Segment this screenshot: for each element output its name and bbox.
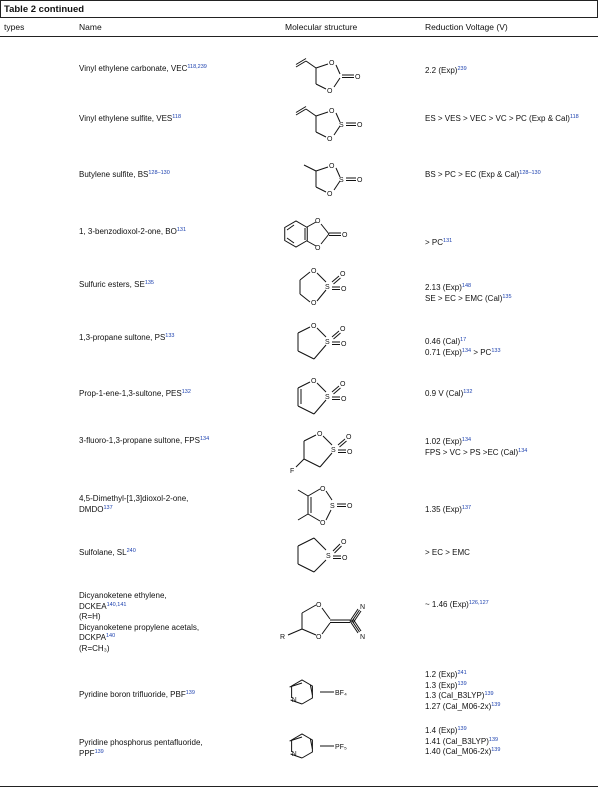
reference-link[interactable]: 139 bbox=[185, 690, 195, 696]
name-cell bbox=[79, 591, 279, 654]
name-cell bbox=[79, 389, 279, 400]
reference-link[interactable]: 134 bbox=[518, 447, 528, 454]
reference-link[interactable]: 134 bbox=[461, 347, 472, 354]
cell-text: ES > VES > VEC > VC > PC (Exp & Cal) bbox=[425, 114, 570, 123]
bs-structure-icon bbox=[280, 155, 375, 201]
cell-text: (R=CH₃) bbox=[79, 643, 110, 653]
svg-text:N: N bbox=[291, 751, 297, 758]
name-cell bbox=[79, 333, 279, 344]
cell-text: 1.2 (Exp) bbox=[425, 670, 458, 679]
reference-link[interactable]: 140,141 bbox=[106, 601, 127, 608]
reference-link[interactable]: 132 bbox=[463, 389, 473, 395]
svg-text:O: O bbox=[357, 122, 363, 129]
reference-link[interactable]: 139 bbox=[94, 748, 104, 755]
cell-text: 1.3 (Exp) bbox=[425, 680, 458, 690]
cell-text: 2.13 (Exp) bbox=[425, 283, 462, 292]
dmdo-structure-icon bbox=[290, 480, 370, 530]
cell-text: Vinyl ethylene carbonate, VEC bbox=[79, 64, 188, 73]
svg-text:O: O bbox=[340, 381, 346, 388]
svg-text:O: O bbox=[329, 108, 335, 115]
reference-link[interactable]: 139 bbox=[484, 691, 494, 697]
svg-text:N: N bbox=[360, 634, 366, 641]
table-caption: Table 2 continued bbox=[0, 0, 598, 17]
svg-text:BF₄: BF₄ bbox=[335, 690, 347, 697]
svg-text:O: O bbox=[340, 326, 346, 333]
pbf-structure-icon bbox=[280, 666, 370, 710]
reference-link[interactable]: 118 bbox=[569, 114, 579, 120]
cell-text: 4,5-Dimethyl-[1,3]dioxol-2-one, bbox=[79, 494, 189, 503]
cell-text: Pyridine boron trifluoride, PBF bbox=[79, 690, 186, 699]
cell-text: > PC bbox=[425, 238, 444, 247]
reference-link[interactable]: 126,127 bbox=[468, 600, 489, 606]
vec-structure-icon bbox=[278, 52, 368, 98]
cell-text: Sulfolane, SL bbox=[79, 548, 127, 557]
cell-text: SE > EC > EMC (Cal) bbox=[425, 293, 503, 303]
reference-link[interactable]: 139 bbox=[457, 680, 467, 687]
reference-link[interactable]: 128–130 bbox=[148, 170, 170, 176]
svg-text:O: O bbox=[329, 60, 335, 67]
svg-text:N: N bbox=[291, 697, 297, 704]
svg-text:O: O bbox=[341, 341, 347, 348]
cell-text: Butylene sulfite, BS bbox=[79, 170, 149, 179]
reference-link[interactable]: 139 bbox=[457, 726, 467, 732]
name-cell bbox=[79, 280, 279, 291]
reference-link[interactable]: 148 bbox=[461, 283, 472, 289]
voltage-cell bbox=[425, 600, 597, 611]
header-molecular-structure: Molecular structure bbox=[285, 22, 358, 32]
svg-text:S: S bbox=[331, 447, 336, 454]
cell-text: > PC bbox=[471, 347, 492, 357]
svg-text:S: S bbox=[325, 284, 330, 291]
svg-text:S: S bbox=[330, 503, 335, 510]
name-cell bbox=[79, 114, 279, 125]
se-structure-icon bbox=[282, 262, 362, 312]
reference-link[interactable]: 137 bbox=[461, 505, 472, 511]
name-cell bbox=[79, 64, 279, 75]
sl-structure-icon bbox=[286, 530, 366, 582]
reference-link[interactable]: 128–130 bbox=[519, 170, 541, 176]
cell-text: (R=H) bbox=[79, 612, 101, 621]
svg-text:O: O bbox=[357, 177, 363, 184]
voltage-cell bbox=[425, 726, 597, 758]
voltage-cell bbox=[425, 283, 597, 304]
cell-text: ~ 1.46 (Exp) bbox=[425, 600, 469, 609]
name-cell bbox=[79, 170, 279, 181]
svg-text:O: O bbox=[317, 431, 323, 438]
svg-text:O: O bbox=[320, 520, 326, 527]
reference-link[interactable]: 135 bbox=[502, 293, 512, 300]
reference-link[interactable]: 239 bbox=[457, 66, 467, 72]
reference-link[interactable]: 140 bbox=[105, 633, 116, 639]
reference-link[interactable]: 240 bbox=[126, 548, 136, 554]
cell-text: Pyridine phosphorus pentafluoride, bbox=[79, 738, 203, 747]
voltage-cell bbox=[425, 238, 597, 249]
cell-text: 1.35 (Exp) bbox=[425, 505, 462, 514]
voltage-cell bbox=[425, 505, 597, 516]
svg-text:S: S bbox=[339, 177, 344, 184]
svg-text:R: R bbox=[280, 634, 286, 641]
svg-text:S: S bbox=[339, 122, 344, 129]
reference-link[interactable]: 139 bbox=[491, 701, 501, 708]
header-name: Name bbox=[79, 22, 102, 32]
reference-link[interactable]: 133 bbox=[491, 347, 501, 354]
reference-link[interactable]: 131 bbox=[443, 238, 453, 244]
cell-text: 2.2 (Exp) bbox=[425, 66, 458, 75]
ppf-structure-icon bbox=[280, 720, 370, 764]
name-cell bbox=[79, 436, 279, 447]
voltage-cell bbox=[425, 437, 597, 458]
svg-text:PF₅: PF₅ bbox=[335, 744, 347, 751]
voltage-cell bbox=[425, 66, 597, 77]
voltage-cell bbox=[425, 114, 597, 125]
fps-structure-icon bbox=[272, 425, 367, 481]
svg-text:O: O bbox=[347, 503, 353, 510]
svg-text:N: N bbox=[360, 604, 366, 611]
reference-link[interactable]: 134 bbox=[199, 436, 210, 442]
header-top-rule bbox=[0, 17, 598, 18]
name-cell bbox=[79, 494, 279, 515]
svg-text:O: O bbox=[342, 232, 348, 239]
svg-text:O: O bbox=[311, 323, 317, 330]
svg-text:O: O bbox=[311, 300, 317, 307]
svg-text:O: O bbox=[316, 602, 322, 609]
header-bottom-rule bbox=[0, 36, 598, 37]
cell-text: 0.71 (Exp) bbox=[425, 347, 462, 357]
cell-text: DMDO bbox=[79, 504, 104, 514]
svg-text:O: O bbox=[311, 268, 317, 275]
svg-text:O: O bbox=[316, 634, 322, 641]
voltage-cell bbox=[425, 548, 597, 559]
reference-link[interactable]: 118 bbox=[172, 114, 182, 120]
reference-link[interactable]: 137 bbox=[103, 504, 113, 511]
reference-link[interactable]: 134 bbox=[461, 437, 472, 443]
name-cell bbox=[79, 690, 279, 701]
svg-text:F: F bbox=[290, 468, 295, 475]
cell-text: DCKEA bbox=[79, 601, 107, 611]
cell-text: DCKPA bbox=[79, 633, 106, 642]
cell-text: Sulfuric esters, SE bbox=[79, 280, 145, 289]
name-cell bbox=[79, 548, 279, 559]
svg-text:O: O bbox=[341, 286, 347, 293]
svg-text:O: O bbox=[347, 449, 353, 456]
cell-text: 1.40 (Cal_M06-2x) bbox=[425, 747, 492, 756]
cell-text: > EC > EMC bbox=[425, 548, 470, 557]
cell-text: 1.4 (Exp) bbox=[425, 726, 458, 735]
cell-text: 0.46 (Cal) bbox=[425, 337, 461, 346]
voltage-cell bbox=[425, 670, 597, 712]
voltage-cell bbox=[425, 389, 597, 400]
svg-text:O: O bbox=[315, 218, 321, 225]
svg-text:S: S bbox=[326, 553, 331, 560]
cell-text: 1.41 (Cal_B3LYP) bbox=[425, 736, 489, 746]
svg-text:O: O bbox=[320, 486, 326, 493]
cell-text: 1.3 (Cal_B3LYP) bbox=[425, 691, 485, 700]
reference-link[interactable]: 139 bbox=[491, 747, 501, 753]
svg-text:O: O bbox=[327, 136, 333, 143]
svg-text:O: O bbox=[315, 245, 321, 252]
svg-text:O: O bbox=[340, 271, 346, 278]
cell-text: PPF bbox=[79, 748, 95, 758]
cell-text: 3-fluoro-1,3-propane sultone, FPS bbox=[79, 436, 200, 445]
svg-text:O: O bbox=[341, 539, 347, 546]
svg-text:O: O bbox=[329, 163, 335, 170]
header-reduction-voltage: Reduction Voltage (V) bbox=[425, 22, 508, 32]
voltage-cell bbox=[425, 170, 597, 181]
svg-text:O: O bbox=[355, 74, 361, 81]
ps-structure-icon bbox=[282, 317, 362, 369]
table-bottom-rule bbox=[0, 786, 598, 787]
svg-text:S: S bbox=[325, 339, 330, 346]
reference-link[interactable]: 133 bbox=[165, 333, 175, 339]
dcke-structure-icon bbox=[272, 585, 382, 649]
reference-link[interactable]: 17 bbox=[460, 337, 467, 343]
reference-link[interactable]: 135 bbox=[144, 280, 154, 286]
svg-text:O: O bbox=[311, 378, 317, 385]
reference-link[interactable]: 118,239 bbox=[187, 64, 207, 70]
reference-link[interactable]: 139 bbox=[488, 736, 499, 743]
svg-text:O: O bbox=[342, 555, 348, 562]
cell-text: 1.27 (Cal_M06-2x) bbox=[425, 701, 492, 711]
pes-structure-icon bbox=[282, 372, 362, 424]
cell-text: FPS > VC > PS >EC (Cal) bbox=[425, 447, 519, 457]
cell-text: 1, 3-benzodioxol-2-one, BO bbox=[79, 227, 177, 236]
svg-text:O: O bbox=[327, 88, 333, 95]
reference-link[interactable]: 131 bbox=[176, 227, 187, 233]
cell-text: 0.9 V (Cal) bbox=[425, 389, 464, 398]
cell-text: Prop-1-ene-1,3-sultone, PES bbox=[79, 389, 182, 398]
cell-text: 1,3-propane sultone, PS bbox=[79, 333, 166, 342]
cell-text: BS > PC > EC (Exp & Cal) bbox=[425, 170, 520, 179]
svg-text:O: O bbox=[327, 191, 333, 198]
reference-link[interactable]: 132 bbox=[181, 389, 191, 395]
name-cell bbox=[79, 227, 279, 238]
svg-text:O: O bbox=[346, 434, 352, 441]
bo-structure-icon bbox=[280, 210, 375, 258]
reference-link[interactable]: 241 bbox=[457, 670, 467, 676]
header-types: types bbox=[4, 22, 25, 32]
cell-text: Dicyanoketene ethylene, bbox=[79, 591, 167, 600]
voltage-cell bbox=[425, 337, 597, 358]
svg-text:O: O bbox=[341, 396, 347, 403]
cell-text: 1.02 (Exp) bbox=[425, 437, 462, 446]
name-cell bbox=[79, 738, 279, 759]
ves-structure-icon bbox=[278, 100, 373, 146]
svg-text:S: S bbox=[325, 394, 330, 401]
cell-text: Dicyanoketene propylene acetals, bbox=[79, 622, 200, 632]
cell-text: Vinyl ethylene sulfite, VES bbox=[79, 114, 173, 123]
